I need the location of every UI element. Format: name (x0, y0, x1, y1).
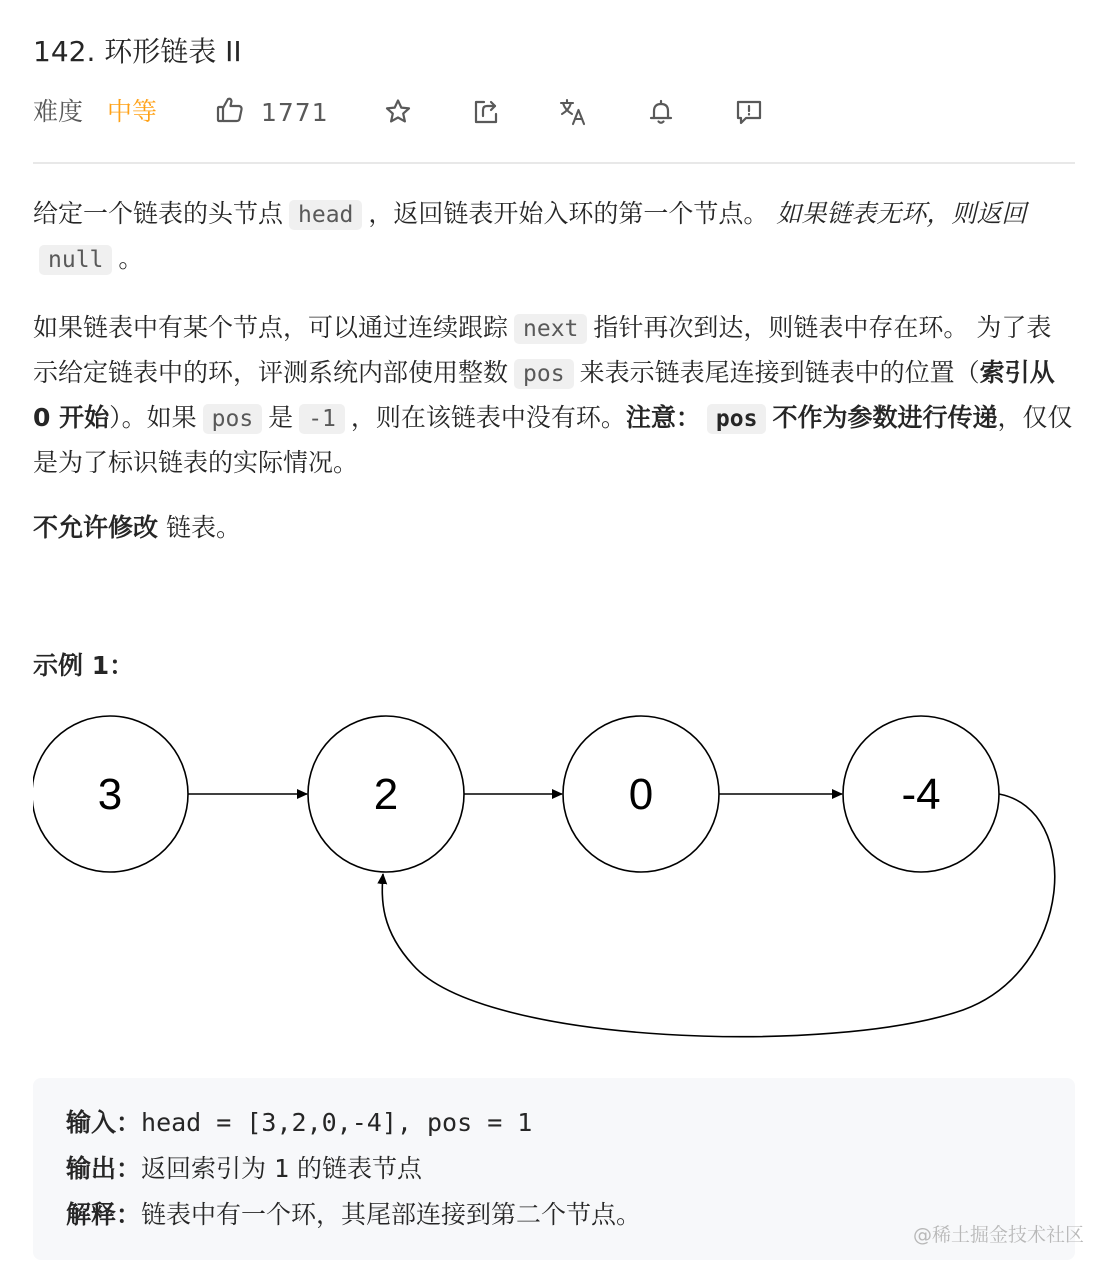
share-icon[interactable] (471, 97, 501, 127)
output-text: 返回索引为 (141, 1154, 267, 1183)
example-explanation (66, 1195, 641, 1235)
output-label: 输出： (66, 1154, 142, 1183)
bold-text: 注意： (625, 403, 701, 432)
header-divider (33, 162, 1075, 164)
thumbs-up-icon (215, 95, 245, 129)
inline-code: null (39, 245, 112, 275)
text: 指针再次到达，则链表中存在环。 为了表示给定链表中的环，评测系统内部使用整数 (33, 313, 1052, 387)
star-icon[interactable] (383, 97, 413, 127)
list-node-value: 2 (373, 770, 399, 819)
text: 给定一个链表的头节点 (33, 199, 284, 228)
text: ，仅仅是为了标识链表的实际情况。 (33, 403, 1073, 477)
list-node-value: -4 (901, 770, 941, 819)
problem-meta-bar (33, 90, 1075, 134)
inline-code: head (289, 200, 362, 230)
text: 。 (118, 244, 144, 273)
bold-text: 不作为参数进行传递 (772, 403, 998, 432)
problem-title: 142. 环形链表 II (33, 35, 242, 68)
description-paragraph-1 (33, 192, 1075, 282)
italic-text: 如果链表无环，则返回 (776, 199, 1027, 228)
text: 来表示链表尾连接到链表中的位置（ (579, 358, 980, 387)
input-label: 输入： (66, 1108, 142, 1137)
inline-code: pos (707, 404, 767, 434)
example-title: 示例 1： (33, 651, 135, 680)
description-paragraph-2 (33, 306, 1075, 484)
list-node-value: 0 (628, 770, 654, 819)
difficulty-label: 难度 (33, 97, 84, 126)
text: 是 (268, 403, 294, 432)
bold-text: 不允许修改 (33, 513, 159, 542)
input-value: head = [3,2,0,-4], pos = 1 (141, 1108, 533, 1137)
inline-code: pos (203, 404, 263, 434)
text: 链表。 (165, 513, 241, 542)
inline-code: pos (514, 359, 574, 389)
explain-text: 链表中有一个环，其尾部连接到第二个节点。 (141, 1200, 642, 1229)
like-count: 1771 (261, 97, 329, 127)
text: ，返回链表开始入环的第一个节点。 (368, 199, 769, 228)
explain-label: 解释： (66, 1200, 142, 1229)
example-input (66, 1103, 532, 1143)
bell-icon[interactable] (646, 97, 676, 127)
difficulty-badge: 中等 (107, 97, 158, 126)
bold-text: 索引从 0 开始 (33, 358, 1055, 432)
inline-code: next (514, 314, 587, 344)
example-output (66, 1149, 422, 1189)
watermark: @稀土掘金技术社区 (912, 1224, 1084, 1246)
list-node-value: 3 (97, 770, 123, 819)
text: 如果链表中有某个节点，可以通过连续跟踪 (33, 313, 509, 342)
feedback-icon[interactable] (734, 97, 764, 127)
translate-icon[interactable] (558, 97, 588, 127)
output-tail: 的链表节点 (297, 1154, 423, 1183)
output-code: 1 (273, 1154, 290, 1183)
inline-code: -1 (299, 404, 345, 434)
text: ）。如果 (109, 403, 197, 432)
text: ，则在该链表中没有环。 (350, 403, 626, 432)
like-button[interactable] (215, 90, 329, 134)
description-paragraph-3 (33, 506, 1075, 549)
linked-list-diagram (33, 700, 1075, 1060)
